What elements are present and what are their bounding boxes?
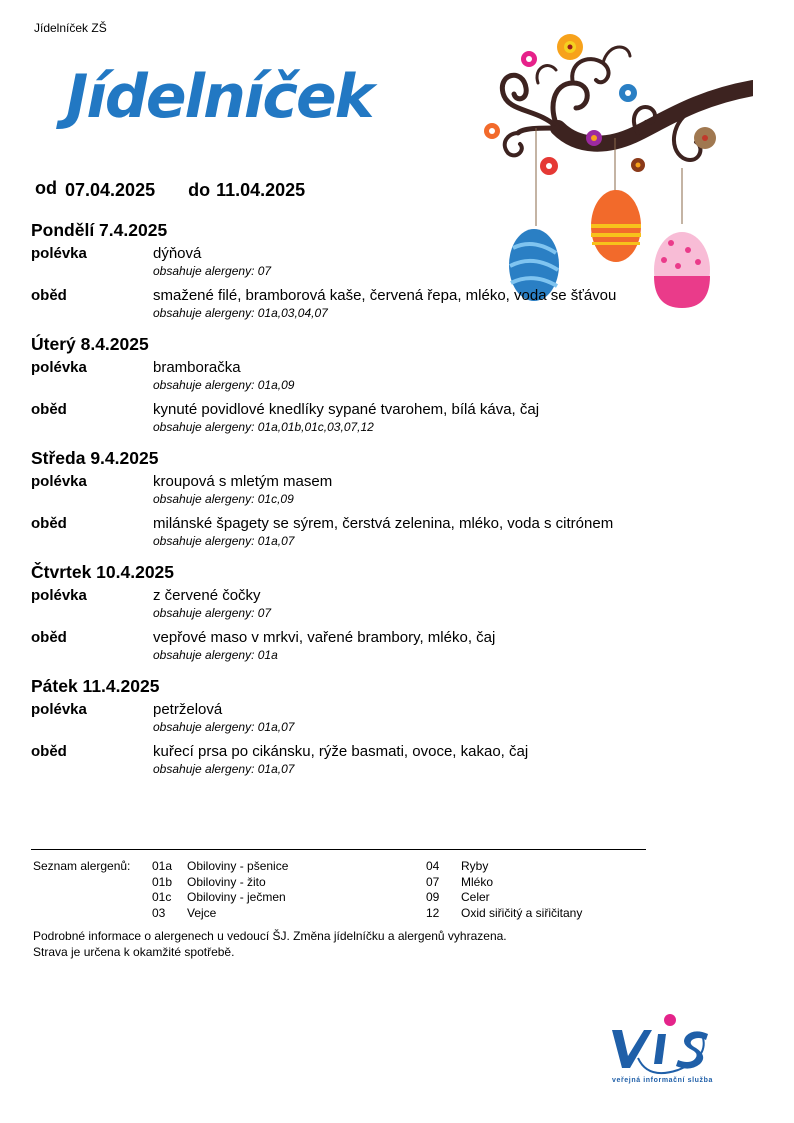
divider [31,849,646,850]
meal-type-label: oběd [31,743,67,760]
allergen-row [426,890,582,906]
branch-icon [502,47,753,160]
allergen-row [152,859,288,875]
meal-lunch [31,743,651,777]
meal-soup [31,701,651,735]
meal-allergens: obsahuje alergeny: 01a,09 [153,378,295,392]
meal-name: smažené filé, bramborová kaše, červená řepa, mléko, voda se šťávou [153,287,617,304]
meal-lunch [31,401,651,435]
allergen-name: Obiloviny - pšenice [187,859,289,873]
allergen-name: Mléko [461,874,494,889]
meal-allergens: obsahuje alergeny: 01a,07 [153,762,295,776]
allergen-code: 01c [152,890,172,904]
allergen-column-2 [426,859,582,921]
allergen-name: Obiloviny - ječmen [187,890,286,904]
day-title: Pátek 11.4.2025 [31,676,160,696]
day-title: Středa 9.4.2025 [31,448,159,468]
meal-lunch [31,629,651,663]
school-header: Jídelníček ZŠ [34,21,107,35]
menu-days [31,218,651,788]
meal-allergens: obsahuje alergeny: 01a,01b,01c,03,07,12 [153,420,374,434]
meal-name: kynuté povidlové knedlíky sypané tvarohem, bílá káva, čaj [153,401,540,418]
allergen-name: Oxid siřičitý a siřičitany [461,905,583,920]
meal-type-label: oběd [31,629,67,646]
day-section [31,560,651,663]
meal-type-label: polévka [31,701,87,718]
to-date: 11.04.2025 [216,180,306,200]
meal-name: milánské špagety se sýrem, čerstvá zelenina, mléko, voda s citrónem [153,515,614,532]
meal-allergens: obsahuje alergeny: 01a,03,04,07 [153,306,328,320]
day-section [31,674,651,777]
meal-allergens: obsahuje alergeny: 01c,09 [153,492,294,506]
meal-lunch [31,515,651,549]
meal-name: dýňová [153,245,202,262]
meal-allergens: obsahuje alergeny: 07 [153,606,272,620]
logo-swoosh-icon [638,1038,704,1073]
logo-letter-v-icon [612,1030,652,1068]
day-section [31,446,651,549]
allergen-code: 01a [152,859,173,873]
allergen-row [152,890,288,906]
note-line: Podrobné informace o alergenech u vedoucí ŠJ. Změna jídelníčku a alergenů vyhrazena. [33,929,507,943]
meal-type-label: oběd [31,287,67,304]
meal-soup [31,473,651,507]
page-title: Jídelníček [66,62,373,132]
allergen-code: 12 [426,905,440,920]
meal-name: kuřecí prsa po cikánsku, rýže basmati, ovoce, kakao, čaj [153,743,529,760]
day-section [31,332,651,435]
meal-type-label: polévka [31,359,87,376]
meal-type-label: polévka [31,587,87,604]
meal-lunch [31,287,651,321]
meal-name: kroupová s mletým masem [153,473,333,490]
note-line: Strava je určena k okamžité spotřebě. [33,944,235,959]
meal-allergens: obsahuje alergeny: 01a,07 [153,534,295,548]
allergen-code: 04 [426,859,440,873]
allergen-row [426,906,582,922]
day-title: Pondělí 7.4.2025 [31,220,168,240]
meal-soup [31,359,651,393]
allergen-row [152,906,288,922]
allergen-name: Obiloviny - žito [187,874,266,889]
meal-allergens: obsahuje alergeny: 07 [153,264,272,278]
allergen-row [426,875,582,891]
allergen-row [152,875,288,891]
easter-egg-pink-icon [654,232,710,308]
meal-allergens: obsahuje alergeny: 01a [153,648,278,662]
meal-name: vepřové maso v mrkvi, vařené brambory, mléko, čaj [153,629,496,646]
date-range [35,180,305,201]
vis-logo [608,1008,720,1088]
from-label: od [35,178,57,198]
meal-soup [31,587,651,621]
allergen-name: Vejce [187,905,217,920]
day-section [31,218,651,321]
allergen-name: Ryby [461,859,489,873]
allergen-code: 01b [152,874,173,889]
from-date: 07.04.2025 [65,180,156,200]
logo-tagline: veřejná informační služba [612,1077,713,1084]
allergen-legend-label: Seznam alergenů: [33,859,131,873]
to-label: do [188,180,211,200]
allergen-row [426,859,582,875]
allergen-column-1 [152,859,288,921]
allergen-code: 03 [152,905,166,920]
meal-allergens: obsahuje alergeny: 01a,07 [153,720,295,734]
meal-type-label: polévka [31,473,87,490]
allergen-code: 09 [426,890,440,904]
footer-note [33,929,507,960]
meal-soup [31,245,651,279]
meal-name: petrželová [153,701,223,718]
meal-type-label: polévka [31,245,87,262]
logo-letter-i-icon [654,1034,666,1064]
day-title: Čtvrtek 10.4.2025 [31,562,175,582]
meal-type-label: oběd [31,515,67,532]
meal-name: z červené čočky [153,587,261,604]
day-title: Úterý 8.4.2025 [31,334,149,354]
allergen-name: Celer [461,890,490,904]
logo-dot-icon [664,1014,676,1026]
meal-name: bramboračka [153,359,241,376]
allergen-code: 07 [426,874,440,889]
meal-type-label: oběd [31,401,67,418]
